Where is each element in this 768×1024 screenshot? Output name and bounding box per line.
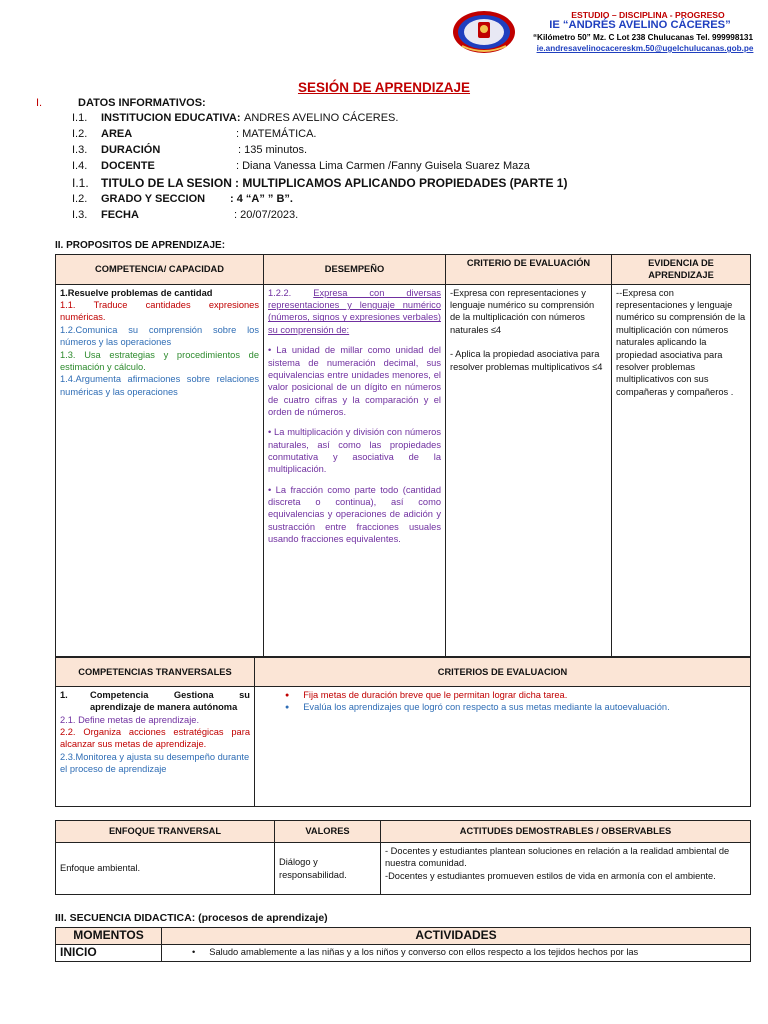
info-num: I.1.: [72, 112, 88, 124]
actitud-item: - Docentes y estudiantes plantean soluciones en relación a la realidad ambiental de nuestra comunidad.: [385, 846, 730, 869]
desempeno-bullet: • La unidad de millar como unidad del sistema de numeración decimal, sus equivalencias entre unidades menores, el valor posicional de un dígito en números de cuatro cifras y la comparación y el orden de números.: [268, 345, 441, 417]
info-num: I.1.: [72, 176, 89, 190]
bullet-icon: •: [192, 947, 196, 957]
col-header-actitudes: ACTITUDES DEMOSTRABLES / OBSERVABLES: [381, 821, 751, 843]
info-num: I.2.: [72, 193, 88, 205]
section-3-title: III. SECUENCIA DIDACTICA: (procesos de aprendizaje): [55, 912, 328, 924]
info-row-titulo: [72, 176, 567, 190]
col-header-valores: VALORES: [275, 821, 381, 843]
transversal-criterios-cell: [255, 687, 751, 807]
info-value: ANDRES AVELINO CÁCERES.: [244, 112, 399, 124]
info-row-duracion: [72, 144, 307, 156]
info-value: : 135 minutos.: [238, 144, 308, 156]
info-label: INSTITUCION EDUCATIVA:: [101, 112, 241, 124]
school-name: IE “ANDRÉS AVELINO CÁCERES”: [549, 19, 731, 31]
info-num: I.4.: [72, 160, 88, 172]
enfoque-table: [55, 820, 751, 895]
valores-cell: Diálogo y responsabilidad.: [275, 843, 381, 895]
info-label: AREA: [101, 128, 133, 140]
section-1-roman: I.: [36, 97, 43, 109]
col-header-criterio: CRITERIO DE EVALUACIÓN: [446, 255, 612, 285]
col-header-desempeno: DESEMPEÑO: [264, 255, 446, 285]
capacidad-item: 1.1. Traduce cantidades expresiones numéricas.: [60, 300, 259, 323]
col-header-evidencia: EVIDENCIA DE APRENDIZAJE: [612, 255, 751, 285]
desempeno-bullet: • La fracción como parte todo (cantidad discreta o continua), así como equivalencias y operaciones de adición y sustracción entre fracciones usuales usando fracciones equivalentes.: [268, 484, 441, 545]
info-row-area: [72, 128, 316, 140]
competencia-main: 1.Resuelve problemas de cantidad: [60, 287, 213, 298]
transversal-criterio: ● Evalúa los aprendizajes que logró con respecto a sus metas mediante la autoevaluación.: [285, 701, 746, 713]
col-header-competencia: COMPETENCIA/ CAPACIDAD: [56, 255, 264, 285]
col-header-criterios-eval: CRITERIOS DE EVALUACION: [255, 658, 751, 687]
transversales-table: [55, 657, 751, 807]
info-label: DOCENTE: [101, 160, 155, 172]
info-row-docente: [72, 160, 530, 172]
actividad-text: Saludo amablemente a las niñas y a los niños y converso con ellos respecto a los tejidos hechos por las: [209, 947, 639, 957]
info-row-institucion: [72, 112, 398, 124]
school-address: “Kilómetro 50” Mz. C Lot 238 Chulucanas Tel. 999998131: [532, 33, 754, 42]
school-motto: ESTUDIO – DISCIPLINA - PROGRESO: [571, 10, 725, 20]
competencia-cell: [56, 284, 264, 656]
transversal-num: 1.: [60, 690, 68, 700]
desempeno-intro: Expresa con diversas representaciones y lenguaje numérico (números, signos y expresiones verbales) su comprensión de:: [268, 287, 441, 335]
col-header-momentos: MOMENTOS: [56, 928, 162, 945]
desempeno-cell: [264, 284, 446, 656]
propositos-table: [55, 254, 751, 657]
info-row-grado: [72, 193, 293, 205]
info-value: : 4 “A” ” B”.: [230, 193, 293, 205]
criterio-item: -Expresa con representaciones y lenguaje numérico su comprensión de la multiplicación con números naturales ≤4: [450, 287, 595, 335]
transversal-main: Competencia Gestiona su aprendizaje de manera autónoma: [90, 690, 250, 713]
capacidad-item: 1.4.Argumenta afirmaciones sobre relaciones numéricas y las operaciones: [60, 374, 259, 397]
capacidad-item: 1.3. Usa estrategias y procedimientos de estimación y cálculo.: [60, 349, 259, 372]
col-header-enfoque: ENFOQUE TRANVERSAL: [56, 821, 275, 843]
transversal-item: 2.1. Define metas de aprendizaje.: [60, 714, 200, 725]
actitudes-cell: [381, 843, 751, 895]
actividad-cell: [162, 945, 751, 962]
section-1-heading: [36, 97, 206, 109]
actitud-item: -Docentes y estudiantes promueven estilos de vida en armonía con el ambiente.: [385, 870, 716, 881]
capacidad-item: 1.2.Comunica su comprensión sobre los números y las operaciones: [60, 324, 259, 348]
desempeno-bullet: • La multiplicación y división con números naturales, así como las propiedades conmutativa y asociativa de la multiplicación.: [268, 427, 441, 475]
enfoque-cell: Enfoque ambiental.: [56, 843, 275, 895]
info-value: : MULTIPLICAMOS APLICANDO PROPIEDADES (PARTE 1): [235, 176, 568, 190]
evidencia-cell: [612, 284, 751, 656]
col-header-transversales: COMPETENCIAS TRANVERSALES: [56, 658, 255, 687]
section-2-title: II. PROPOSITOS DE APRENDIZAJE:: [55, 240, 226, 251]
evidencia-text: --Expresa con representaciones y lenguaje numérico su comprensión de la multiplicación con números naturales aplicando la propiedad asociativa para resolver problemas multiplicativos con sus compañeras y compañeros .: [616, 287, 746, 397]
momento-inicio: INICIO: [56, 945, 162, 962]
school-email-link[interactable]: ie.andresavelinocacereskm.50@ugelchulucanas.gob.pe: [536, 44, 754, 53]
desempeno-num: 1.2.2.: [268, 287, 292, 298]
info-label: FECHA: [101, 209, 139, 221]
document-title: SESIÓN DE APRENDIZAJE: [297, 80, 471, 95]
info-label: GRADO Y SECCION: [101, 193, 206, 205]
col-header-actividades: ACTIVIDADES: [162, 928, 751, 945]
info-label: TITULO DE LA SESION: [101, 176, 232, 190]
info-value: : 20/07/2023.: [234, 209, 299, 221]
info-label: DURACIÓN: [101, 144, 161, 156]
transversal-item: 2.2. Organiza acciones estratégicas para alcanzar sus metas de aprendizaje.: [60, 727, 250, 750]
info-num: I.3.: [72, 209, 88, 221]
info-value: : MATEMÁTICA.: [236, 128, 317, 140]
info-num: I.3.: [72, 144, 88, 156]
info-value: : Diana Vanessa Lima Carmen /Fanny Guisela Suarez Maza: [236, 160, 530, 172]
criterio-item: - Aplica la propiedad asociativa para resolver problemas multiplicativos ≤4: [450, 349, 603, 372]
transversal-competencia-cell: [56, 687, 255, 807]
school-crest-icon: [452, 10, 516, 54]
transversal-criterio: ● Fija metas de duración breve que le permitan lograr dicha tarea.: [285, 689, 746, 701]
criterio-cell: [446, 284, 612, 656]
section-1-title: DATOS INFORMATIVOS:: [78, 97, 206, 109]
info-row-fecha: [72, 209, 298, 221]
info-num: I.2.: [72, 128, 88, 140]
secuencia-table: [55, 927, 751, 962]
transversal-item: 2.3.Monitorea y ajusta su desempeño durante el proceso de aprendizaje: [60, 751, 250, 775]
